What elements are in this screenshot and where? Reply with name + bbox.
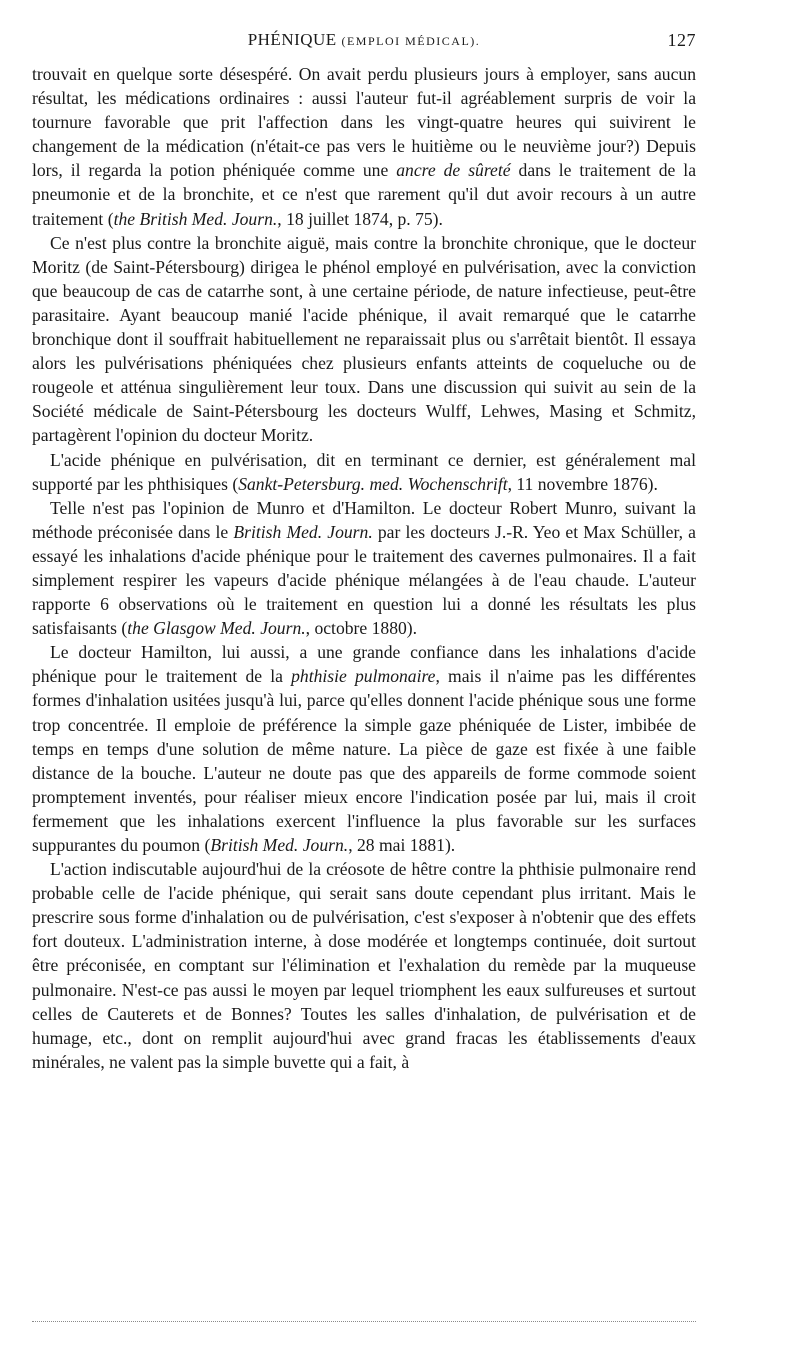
- text-run: , 28 mai 1881).: [348, 835, 456, 855]
- paragraph: [32, 857, 696, 1074]
- body-text: [32, 62, 696, 1074]
- text-run: Ce n'est plus contre la bronchite aiguë, mais contre la bronchite chronique, que le docteur Moritz (de Saint-Pétersbourg) dirigea le phénol employé en pulvérisation, avec la conviction que beaucoup de cas de catarrhe sont, à une certaine période, de nature infectieuse, peut-être parasitaire. Ayant beaucoup manié l'acide phénique, il avait remarqué que le catarrhe bronchique dont il souffrait habituellement ne reparaissait plus ou s'arrêtait bientôt. Il essaya alors les pulvérisations phéniquées chez plusieurs enfants atteints de coqueluche ou de rougeole et atténua singulièrement leur toux. Dans une discussion qui suivit au sein de la Société médicale de Saint-Pétersbourg les docteurs Wulff, Lehwes, Masing et Schmitz, partagèrent l'opinion du docteur Moritz.: [32, 232, 696, 446]
- italic-citation: ancre de sûreté: [396, 160, 511, 181]
- text-run: , 11 novembre 1876).: [507, 473, 658, 494]
- running-title-sub: (EMPLOI MÉDICAL).: [341, 34, 481, 48]
- paragraph: [32, 640, 696, 857]
- running-title-main: PHÉNIQUE: [247, 30, 337, 49]
- italic-citation: Sankt-Petersburg. med. Wochenschrift: [238, 473, 508, 494]
- italic-citation: British Med. Journ.: [210, 835, 349, 855]
- italic-citation: the Glasgow Med. Journ.: [127, 618, 306, 639]
- text-run: trouvait en quelque sorte désespéré. On avait perdu plusieurs jours à employer, sans aucun résultat, les médications ordinaires : aussi l'auteur fut-il agréablement surpris de voir la tournure favorable que prit l'affection dans les vingt-quatre heures qui suivirent le changement de la médication (n'était-ce pas vers le huitième ou le neuvième jour?) Depuis lors, il regarda la potion phéniquée comme une: [32, 64, 696, 181]
- text-run: dans le traitement de la pneumonie et de la bronchite, et ce n'est que rarement qu'il dut avoir recours à un autre traitement (: [32, 160, 697, 229]
- text-run: Telle n'est pas l'opinion de Munro et d'Hamilton. Le docteur Robert Munro, suivant la méthode préconisée dans le: [32, 497, 696, 542]
- italic-citation: the British Med. Journ.: [113, 208, 278, 229]
- page-number: 127: [667, 30, 696, 50]
- text-run: L'action indiscutable aujourd'hui de la créosote de hêtre contre la phthisie pulmonaire rend probable celle de l'acide phénique, qui serait sans doute cependant plus irritant. Mais le prescrire sous forme d'inhalation ou de pulvérisation, c'est s'exposer à n'obtenir que des effets fort douteux. L'administration interne, à dose modérée et longtemps continuée, doit surtout être préconisée, en comptant sur l'élimination et l'exhalation du remède par la muqueuse pulmonaire. N'est-ce pas aussi le moyen par lequel triomphent les eaux sulfureuses et surtout celles de Cauterets et de Bonnes? Toutes les salles d'inhalation, de pulvérisation et de humage, etc., dont on remplit aujourd'hui avec grand fracas les établissements d'eaux minérales, ne valent pas la simple buvette qui a fait, à: [32, 859, 696, 1072]
- text-run: , mais il n'aime pas les différentes formes d'inhalation usitées jusqu'à lui, parce qu'elles donnent l'acide phénique sous une forme trop concentrée. Il emploie de préférence la simple gaze phéniquée de Lister, imbibée de temps en temps d'une solution de même nature. La pièce de gaze est fixée à une faible distance de la bouche. L'auteur ne doute pas que des appareils de forme commode soient promptement inventés, pour réaliser mieux encore l'indication posée par lui, mais il croit fermement que les inhalations exercent l'influence la plus favorable sur les surfaces suppurantes du poumon (: [32, 666, 697, 855]
- italic-citation: British Med. Journ.: [233, 521, 373, 542]
- running-header: [32, 30, 696, 54]
- paragraph: [32, 231, 696, 448]
- text-run: , 18 juillet 1874, p. 75).: [277, 208, 443, 229]
- running-title: [32, 30, 696, 50]
- text-run: L'acide phénique en pulvérisation, dit en terminant ce dernier, est généralement mal supporté par les phthisiques (: [32, 449, 696, 494]
- paragraph: [32, 62, 696, 231]
- text-run: , octobre 1880).: [305, 618, 418, 639]
- page: [32, 30, 696, 1074]
- footer-dotted-rule: [32, 1321, 696, 1322]
- paragraph: [32, 496, 696, 641]
- paragraph: [32, 448, 696, 496]
- italic-citation: phthisie pulmonaire: [291, 666, 436, 687]
- text-run: Le docteur Hamilton, lui aussi, a une grande confiance dans les inhalations d'acide phénique pour le traitement de la: [32, 642, 696, 687]
- text-run: par les docteurs J.-R. Yeo et Max Schüller, a essayé les inhalations d'acide phénique pour le traitement des cavernes pulmonaires. Il a fait simplement respirer les vapeurs d'acide phénique mélangées à de l'eau chaude. L'auteur rapporte 6 observations où le traitement en question lui a donné les résultats les plus satisfaisants (: [32, 521, 696, 639]
